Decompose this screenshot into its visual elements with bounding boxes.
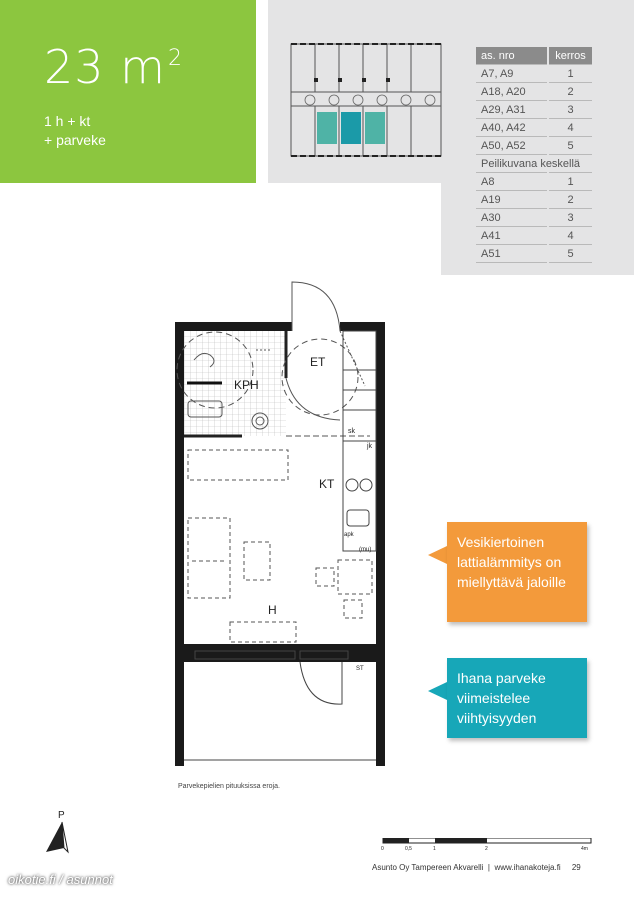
table-row: A40, A42 4 bbox=[476, 119, 592, 137]
svg-text:4m: 4m bbox=[581, 846, 588, 852]
rooms-line-1: 1 h + kt bbox=[44, 113, 91, 129]
table-row: A19 2 bbox=[476, 191, 592, 209]
building-key-plan bbox=[286, 42, 444, 158]
svg-text:P: P bbox=[58, 810, 65, 821]
table-section-row: Peilikuvana keskellä bbox=[476, 155, 592, 173]
table-row: A18, A20 2 bbox=[476, 83, 592, 101]
page-number: 29 bbox=[571, 863, 581, 872]
table-row: A30 3 bbox=[476, 209, 592, 227]
scale-bar bbox=[381, 838, 593, 852]
table-row: A8 1 bbox=[476, 173, 592, 191]
table-row: A29, A31 3 bbox=[476, 101, 592, 119]
plan-note: Parvekepielien pituuksissa eroja. bbox=[178, 783, 280, 790]
north-arrow-icon bbox=[42, 808, 72, 856]
floor-heating-callout: Vesikiertoinen lattialämmitys on miellyttävä jaloille bbox=[447, 522, 587, 622]
footer-company: Asunto Oy Tampereen Akvarelli bbox=[372, 863, 484, 872]
room-label-kph: KPH bbox=[234, 378, 259, 392]
svg-text:0,5: 0,5 bbox=[405, 846, 412, 852]
svg-text:(mu): (mu) bbox=[359, 547, 372, 553]
footer-url: www.ihanakoteja.fi bbox=[494, 863, 561, 872]
page-footer: Asunto Oy Tampereen Akvarelli | www.ihanakoteja.fi 29 bbox=[372, 863, 581, 872]
svg-text:sk: sk bbox=[348, 428, 355, 435]
room-label-kt: KT bbox=[319, 477, 335, 491]
room-description bbox=[44, 112, 106, 150]
teal-callout-pointer bbox=[428, 682, 447, 700]
table-row: A51 5 bbox=[476, 245, 592, 263]
room-label-h: H bbox=[268, 603, 277, 617]
orange-callout-pointer bbox=[428, 546, 447, 564]
column-header-floor: kerros bbox=[548, 47, 592, 65]
svg-text:0: 0 bbox=[381, 846, 384, 852]
room-label-et: ET bbox=[310, 355, 326, 369]
column-header-apartment: as. nro bbox=[476, 47, 548, 65]
watermark: oikotie.fi / asunnot bbox=[8, 872, 113, 887]
svg-text:1: 1 bbox=[433, 846, 436, 852]
table-row: A7, A9 1 bbox=[476, 65, 592, 83]
apartment-floor-plan bbox=[160, 270, 400, 780]
balcony-callout: Ihana parveke viimeistelee viihtyisyyden bbox=[447, 658, 587, 738]
svg-text:jk: jk bbox=[367, 443, 373, 450]
apartment-floor-table bbox=[476, 47, 592, 263]
table-row: A41 4 bbox=[476, 227, 592, 245]
svg-text:2: 2 bbox=[485, 846, 488, 852]
svg-text:apk: apk bbox=[344, 532, 354, 538]
area-banner bbox=[0, 0, 256, 183]
apartment-area: 23 $m^2$ bbox=[44, 40, 183, 94]
rooms-line-2: + parveke bbox=[44, 132, 106, 148]
table-row: A50, A52 5 bbox=[476, 137, 592, 155]
svg-text:ST: ST bbox=[356, 666, 364, 672]
